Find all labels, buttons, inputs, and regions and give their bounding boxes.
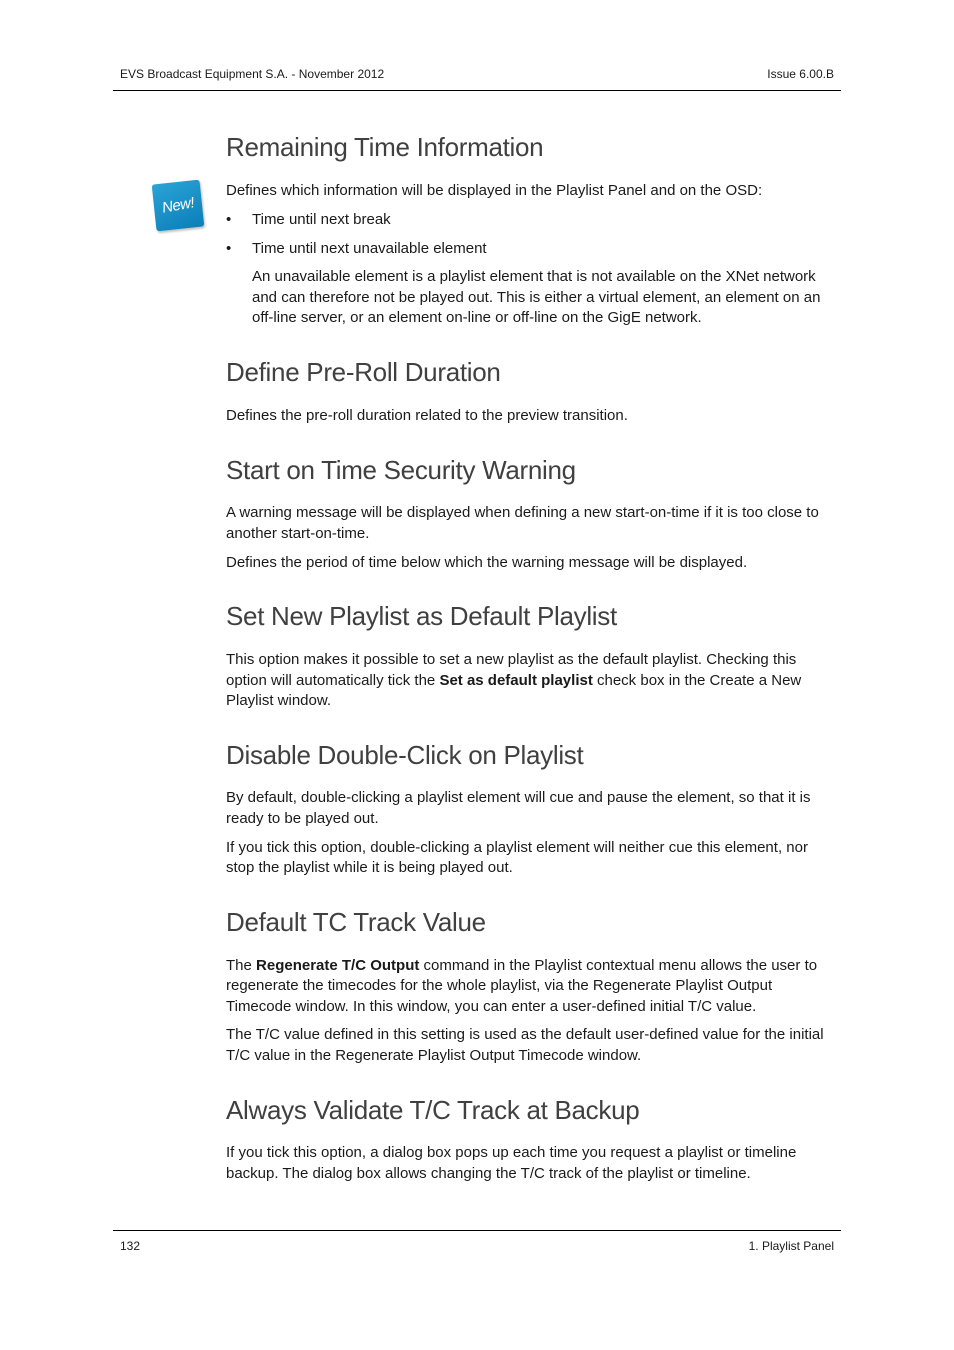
text-run: check box in the Create a New (592, 672, 802, 689)
double-click-p1-line2: ready to be played out. (226, 810, 379, 827)
header-issue: Issue 6.00.B (767, 67, 834, 81)
text-run: command in the Playlist contextual menu allows the user to (419, 957, 818, 974)
double-click-p2-line2: stop the playlist while it is being played out. (226, 859, 513, 876)
ui-term-set-as-default: Set as default playlist (439, 672, 593, 689)
page-header (113, 64, 841, 91)
heading-remaining-time: Remaining Time Information (226, 132, 544, 162)
tc-track-p2-line2: T/C value in the Regenerate Playlist Output Timecode window. (226, 1047, 642, 1064)
validate-line1: If you tick this option, a dialog box pops up each time you request a playlist or timeline (226, 1144, 797, 1161)
default-playlist-line2 (226, 671, 840, 692)
default-playlist-line3: Playlist window. (226, 692, 332, 709)
security-p2: Defines the period of time below which the warning message will be displayed. (226, 554, 748, 571)
security-p1-line2: another start-on-time. (226, 525, 370, 542)
unavailable-note-line3: off-line server, or an element on-line or off-line on the GigE network. (252, 309, 702, 326)
ui-term-regenerate-tc-output: Regenerate T/C Output (256, 957, 420, 974)
security-p1-line1: A warning message will be displayed when defining a new start-on-time if it is too close to (226, 504, 819, 521)
heading-preroll: Define Pre-Roll Duration (226, 357, 501, 387)
preroll-body: Defines the pre-roll duration related to the preview transition. (226, 407, 628, 424)
heading-validate-backup: Always Validate T/C Track at Backup (226, 1095, 640, 1125)
text-run: option will automatically tick the (226, 672, 440, 689)
heading-security-warning: Start on Time Security Warning (226, 455, 576, 485)
tc-track-p1-line1 (226, 956, 840, 977)
bullet-text: Time until next unavailable element (252, 240, 487, 257)
tc-track-p1-line2: regenerate the timecodes for the whole playlist, via the Regenerate Playlist Output (226, 977, 773, 994)
heading-double-click: Disable Double-Click on Playlist (226, 740, 584, 770)
footer-chapter: 1. Playlist Panel (748, 1239, 834, 1253)
header-publisher: EVS Broadcast Equipment S.A. - November 2012 (120, 67, 385, 81)
heading-default-playlist: Set New Playlist as Default Playlist (226, 601, 617, 631)
default-playlist-line1: This option makes it possible to set a new playlist as the default playlist. Checking this (226, 651, 797, 668)
unavailable-note-line1: An unavailable element is a playlist element that is not available on the XNet network (252, 268, 816, 285)
bullet-dot: • (226, 240, 232, 257)
tc-track-p2-line1: The T/C value defined in this setting is used as the default user-defined value for the initial (226, 1026, 824, 1043)
double-click-p2-line1: If you tick this option, double-clicking a playlist element will neither cue this element, nor (226, 839, 808, 856)
page-footer (113, 1230, 841, 1253)
heading-tc-track: Default TC Track Value (226, 907, 486, 937)
new-badge-label: New! (160, 194, 196, 217)
double-click-p1-line1: By default, double-clicking a playlist element will cue and pause the element, so that it is (226, 789, 811, 806)
bullet-text: Time until next break (252, 211, 391, 228)
new-badge-icon (152, 180, 205, 232)
text-run: The (226, 957, 257, 974)
bullet-dot: • (226, 211, 232, 228)
validate-line2: backup. The dialog box allows changing the T/C track of the playlist or timeline. (226, 1165, 751, 1182)
tc-track-p1-line3: Timecode window. In this window, you can enter a user-defined initial T/C value. (226, 998, 757, 1015)
unavailable-note-line2: and can therefore not be played out. This is either a virtual element, an element on an (252, 289, 821, 306)
page-number: 132 (120, 1239, 141, 1253)
remaining-intro: Defines which information will be displayed in the Playlist Panel and on the OSD: (226, 182, 763, 199)
